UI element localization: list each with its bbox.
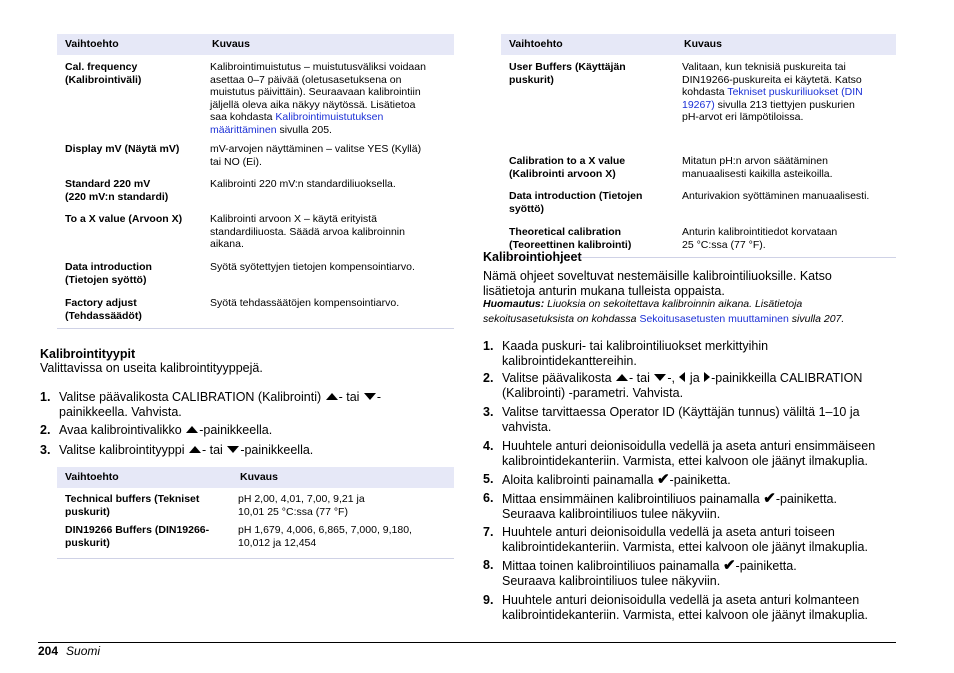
- table-row: [57, 524, 454, 558]
- option-description: Kalibrointi arvoon X – käytä erityistä standardiliuosta. Säädä arvoa kalibroinnin aikana.: [210, 213, 405, 250]
- down-arrow-icon: [227, 446, 239, 453]
- table-header-description: Kuvaus: [676, 34, 896, 55]
- table-header-option: Vaihtoehto: [501, 34, 676, 55]
- step-3: 3. Valitse tarvittaessa Operator ID (Käyttäjän tunnus) väliltä 1–10 ja vahvista.: [483, 405, 860, 434]
- step-1: 1. Kaada puskuri- tai kalibrointiliuokset merkittyihin kalibrointidekanttereihin.: [483, 339, 769, 368]
- check-icon: ✔: [656, 471, 670, 488]
- option-name: (Tehdassäädöt): [65, 309, 142, 322]
- table-row: [501, 55, 896, 155]
- left-arrow-icon: [679, 372, 685, 382]
- option-description: mV-arvojen näyttäminen – valitse YES (Kyllä) tai NO (Ei).: [210, 143, 422, 168]
- options-table-left: [57, 34, 454, 329]
- step-5: 5. Aloita kalibrointi painamalla ✔-painiketta.: [483, 471, 731, 488]
- option-name: (220 mV:n standardi): [65, 190, 169, 203]
- option-name: puskurit): [65, 505, 110, 518]
- table-header-description: Kuvaus: [232, 467, 454, 488]
- table-row: [501, 155, 896, 190]
- table-row: [57, 297, 454, 328]
- option-name: Data introduction: [65, 261, 152, 273]
- option-name: Calibration to a X value: [509, 155, 626, 167]
- check-icon: ✔: [763, 490, 776, 507]
- table-row: [57, 261, 454, 297]
- up-arrow-icon: [326, 393, 338, 400]
- option-name: Display mV (Näytä mV): [65, 143, 180, 155]
- section-intro: Valittavissa on useita kalibrointityyppejä.: [40, 361, 263, 375]
- option-name: puskurit): [509, 73, 554, 86]
- down-arrow-icon: [364, 393, 376, 400]
- check-icon: ✔: [722, 557, 736, 574]
- footer-divider: [38, 642, 896, 643]
- step-2: 2. Avaa kalibrointivalikko -painikkeella.: [40, 423, 273, 437]
- option-name: (Teoreettinen kalibrointi): [509, 238, 632, 251]
- option-name: DIN19266 Buffers (DIN19266-: [65, 524, 210, 536]
- step-8: 8. Mittaa toinen kalibrointiliuos painamalla ✔-painiketta. Seuraava kalibrointiliuos tulee näkyviin.: [483, 557, 797, 588]
- option-name: puskurit): [65, 536, 110, 549]
- right-arrow-icon: [704, 372, 710, 382]
- step-9: 9. Huuhtele anturi deionisoidulla vedellä ja aseta anturi kolmanteen kalibrointidekanteriin. Varmista, ettei kalvoon ole jäänyt ilmakuplia.: [483, 593, 868, 622]
- up-arrow-icon: [616, 374, 628, 381]
- option-description: Anturin kalibrointitiedot korvataan 25 °C:ssa (77 °F).: [676, 226, 896, 257]
- option-name: User Buffers (Käyttäjän: [509, 61, 626, 73]
- step-6: 6. Mittaa ensimmäinen kalibrointiliuos painamalla ✔-painiketta. Seuraava kalibrointiliuos tulee näkyviin.: [483, 490, 837, 521]
- link-technical-buffers-cont[interactable]: 19267): [682, 98, 715, 111]
- link-calibration-reminder[interactable]: Kalibrointimuistutuksen: [275, 111, 384, 123]
- table-header-description: Kuvaus: [204, 34, 454, 55]
- option-name: Standard 220 mV: [65, 178, 151, 190]
- table-header-option: Vaihtoehto: [57, 34, 204, 55]
- buffer-options-table: [57, 467, 454, 559]
- option-description: Kalibrointimuistutus – muistutusväliksi voidaan asettaa 0–7 päivää (oletusasetuksena on muistutus päivittäin). Seuraavaan kalibrointiin jäljellä oleva aika näkyy näytössä. Lisätietoa saa kohdasta Kalibrointimuistutuksen määrittäminen sivulla 205.: [210, 61, 426, 136]
- option-name: Cal. frequency: [65, 61, 138, 73]
- option-name: (Kalibrointi arvoon X): [509, 167, 616, 180]
- section-heading-calibration-instructions: Kalibrointiohjeet: [483, 250, 582, 264]
- table-row: [57, 143, 454, 178]
- up-arrow-icon: [189, 446, 201, 453]
- table-header-option: Vaihtoehto: [57, 467, 232, 488]
- option-name: Factory adjust: [65, 297, 137, 309]
- step-7: 7. Huuhtele anturi deionisoidulla vedellä ja aseta anturi toiseen kalibrointidekanteriin. Varmista, ettei kalvoon ole jäänyt ilmakuplia.: [483, 525, 868, 554]
- option-description: Kalibrointi 220 mV:n standardiliuoksella.: [210, 178, 396, 190]
- option-description: pH 2,00, 4,01, 7,00, 9,21 ja 10,01 25 °C:ssa (77 °F): [238, 493, 365, 518]
- footer-language: Suomi: [66, 644, 101, 658]
- table-row: [501, 190, 896, 226]
- section-heading-calibration-types: Kalibrointityypit: [40, 347, 136, 361]
- down-arrow-icon: [654, 374, 666, 381]
- option-description: Syötä syötettyjen tietojen kompensointiarvo.: [210, 261, 415, 273]
- table-row: [57, 488, 454, 524]
- table-row: [57, 178, 454, 213]
- option-description: pH 1,679, 4,006, 6,865, 7,000, 9,180, 10,012 ja 12,454: [232, 524, 454, 558]
- page-number: 204: [38, 644, 59, 658]
- instructions-intro: Nämä ohjeet soveltuvat nestemäisille kalibrointiliuoksille. Katso lisätietoja anturin mukana tulleista oppaista.: [483, 269, 832, 298]
- option-description: Syötä tehdassäätöjen kompensointiarvo.: [204, 297, 454, 328]
- options-table-right: [501, 34, 896, 258]
- link-mixing-settings[interactable]: Sekoitusasetusten muuttaminen: [639, 312, 789, 325]
- option-name: (Kalibrointiväli): [65, 73, 142, 86]
- option-name: Technical buffers (Tekniset: [65, 493, 200, 505]
- table-row: [57, 213, 454, 261]
- option-name: Theoretical calibration: [509, 226, 622, 238]
- up-arrow-icon: [186, 426, 198, 433]
- option-description: Mitatun pH:n arvon säätäminen manuaalisesti kaikilla asteikoilla.: [682, 155, 833, 180]
- option-name: Data introduction (Tietojen: [509, 190, 643, 202]
- option-name: (Tietojen syöttö): [65, 273, 147, 286]
- step-1: 1. Valitse päävalikosta CALIBRATION (Kalibrointi) - tai - painikkeella. Vahvista.: [40, 390, 382, 419]
- option-name: syöttö): [509, 202, 544, 215]
- step-3: 3. Valitse kalibrointityyppi - tai -painikkeella.: [40, 443, 314, 457]
- option-description: Anturivakion syöttäminen manuaalisesti.: [682, 190, 870, 202]
- option-name: To a X value (Arvoon X): [65, 213, 183, 225]
- table-row: [57, 55, 454, 143]
- link-calibration-reminder-cont[interactable]: määrittäminen: [210, 123, 277, 136]
- step-4: 4. Huuhtele anturi deionisoidulla vedellä ja aseta anturi ensimmäiseen kalibrointidekanteriin. Varmista, ettei kalvoon ole jäänyt ilmakuplia.: [483, 439, 876, 468]
- instructions-note: Huomautus: Liuoksia on sekoitettava kalibroinnin aikana. Lisätietoja sekoitusasetuksista on kohdassa Sekoitusasetusten muuttaminen sivulla 207.: [483, 298, 845, 325]
- link-technical-buffers[interactable]: Tekniset puskuriliuokset (DIN: [727, 86, 863, 98]
- page-footer: [38, 644, 100, 658]
- option-description: Valitaan, kun teknisiä puskureita tai DIN19266-puskureita ei käytetä. Katso kohdasta Tekniset puskuriliuokset (DIN 19267) sivulla 213 tiettyjen puskurien pH-arvot eri lämpötiloissa.: [682, 61, 863, 123]
- step-2: 2. Valitse päävalikosta - tai -, ja -painikkeilla CALIBRATION (Kalibrointi) -parametri. Vahvista.: [483, 371, 863, 400]
